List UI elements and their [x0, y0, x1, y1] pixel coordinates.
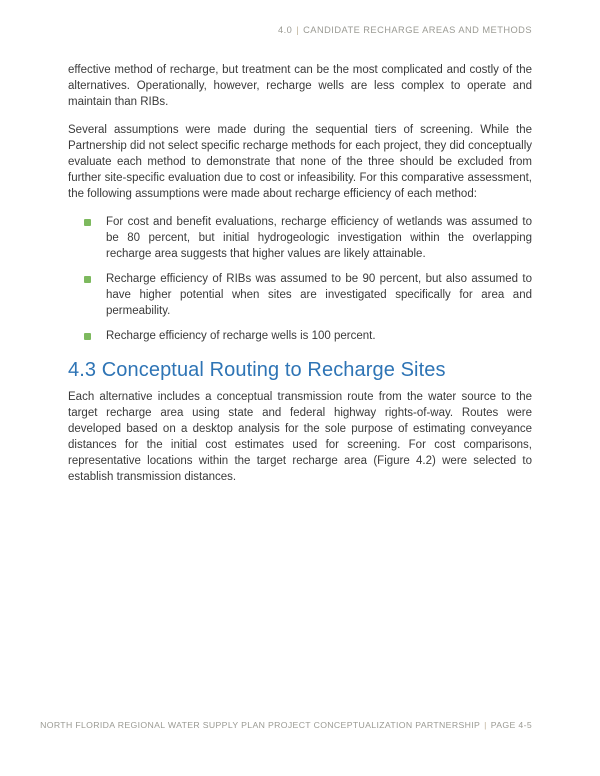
section-heading-4-3: 4.3 Conceptual Routing to Recharge Sites — [68, 359, 446, 381]
header-chapter-title: CANDIDATE RECHARGE AREAS AND METHODS — [303, 25, 532, 35]
bullet-square-icon — [84, 333, 91, 340]
page-footer — [40, 720, 532, 730]
header-separator: | — [296, 25, 300, 35]
list-item — [68, 271, 532, 319]
body-paragraph-3: Each alternative includes a conceptual transmission route from the water source to the target recharge area using state and federal highway rights-of-way. Routes were developed based on a desktop analysis for the sole purpose of estimating conveyance distances for the initial cost estimates used for screening. For cost comparisons, representative locations within the target recharge area (Figure 4.2) were selected to establish transmission distances. — [68, 391, 532, 483]
footer-page-number: PAGE 4-5 — [490, 720, 532, 730]
bullet-square-icon — [84, 219, 91, 226]
body-paragraph-1: effective method of recharge, but treatment can be the most complicated and costly of the alternatives. Operationally, however, recharge wells are less complex to operate and maintain than RIBs. — [68, 64, 532, 108]
document-body — [68, 62, 532, 497]
body-paragraph-2: Several assumptions were made during the sequential tiers of screening. While the Partnership did not select specific recharge methods for each project, they did conceptually evaluate each method to demonstrate that none of the three should be excluded from further site-specific evaluation due to cost or infeasibility. For this comparative assessment, the following assumptions were made about recharge efficiency of each method: — [68, 124, 532, 200]
header-section-number: 4.0 — [277, 25, 293, 35]
list-item-text: Recharge efficiency of RIBs was assumed to be 90 percent, but also assumed to have higher potential when sites are investigated specifically for area and permeability. — [106, 273, 532, 317]
bullet-square-icon — [84, 276, 91, 283]
list-item-text: For cost and benefit evaluations, recharge efficiency of wetlands was assumed to be 80 percent, but initial hydrogeologic investigation within the overlapping recharge area suggests that higher values are likely attainable. — [106, 216, 532, 260]
assumption-bullet-list — [68, 214, 532, 344]
footer-separator: | — [484, 720, 487, 730]
footer-project-title: NORTH FLORIDA REGIONAL WATER SUPPLY PLAN PROJECT CONCEPTUALIZATION PARTNERSHIP — [40, 720, 481, 730]
list-item-text: Recharge efficiency of recharge wells is 100 percent. — [106, 330, 376, 342]
list-item — [68, 328, 532, 344]
page-header — [278, 25, 532, 35]
list-item — [68, 214, 532, 262]
